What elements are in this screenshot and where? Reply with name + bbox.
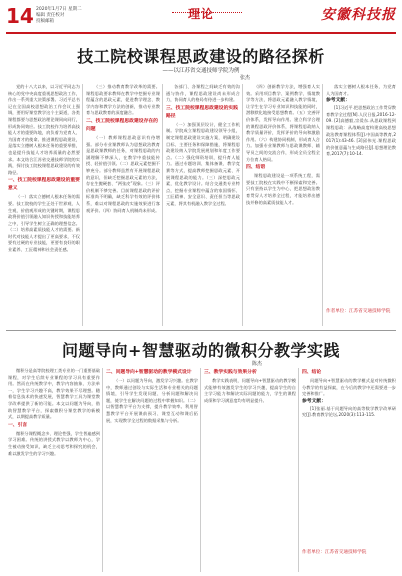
- article1-paragraph: 各部门、各课程之间缺乏有效的沟通与协作，课程思政建设尚未形成合力，协同育人的格局有待进一步构建。: [166, 84, 240, 103]
- section-label: 理论: [188, 7, 215, 21]
- article1-byline: 张杰: [240, 75, 251, 81]
- article2-heading-1: 一、引言: [8, 422, 28, 428]
- editor-line: 编辑 责任校对: [36, 13, 65, 18]
- column-rule: [162, 84, 163, 326]
- article2-column-4: [302, 368, 396, 546]
- article1-subtitle: ——以江苏省交通技师学院为例: [162, 68, 240, 74]
- article1-paragraph: 落实立德树人根本任务，为党育人为国育才。: [326, 84, 396, 96]
- article1-column-2: [86, 84, 160, 326]
- column-rule: [242, 84, 243, 326]
- article1-heading-2: 二、技工院校课程思政建设存在的问题: [86, 118, 158, 132]
- article2-paragraph: 问题导向+智慧驱动的教学模式是对传统微积分教学的有益探索，在今后的教学中还需要进一步完善和推广。: [302, 378, 396, 397]
- article2-column-3: [204, 368, 296, 572]
- issue-date: 2020年1月7日 星期二: [36, 7, 82, 12]
- article1-paragraph: （三）推动教育教学改革的需要。课程思政要求教师在教学中挖掘专业课程蕴含的思政元素，促进教学理念、教学内容和教学方法的创新，推动专业教育与思政教育的深度融合。: [86, 84, 160, 116]
- article1-paragraph: （一）加强顶层设计，健全工作机制。学院成立课程思政建设领导小组，制定课程思政建设实施方案，明确建设目标、主要任务和保障措施，将课程思政建设纳入学院发展规划和年度工作要点。（二）强化师资培训，提升育人能力。通过专题培训、集体备课、教学竞赛等方式，提高教师挖掘思政元素、开展课程思政的能力。（三）深挖思政元素，优化教学设计。结合交通类专业特点，挖掘专业课程中蕴含的家国情怀、工匠精神、安全意识、责任担当等思政元素，将其有机融入教学全过程。: [166, 121, 240, 206]
- article2-author-note: 作者单位：江苏省交通技师学院: [302, 550, 367, 555]
- article2-heading-3: 三、教学实践与效果分析: [204, 370, 257, 375]
- newspaper-title: 安徽科技报: [321, 7, 396, 23]
- article1-column-3: [166, 84, 240, 326]
- article1-author-note: 作者单位：江苏省交通技师学院: [326, 309, 391, 314]
- article1-column-1: [8, 84, 80, 326]
- article1-paragraph: 党的十八大以来，以习近平同志为核心的党中央高度重视思想政治工作，作出一系列重大决策部署。习近平总书记在全国高校思想政治工作会议上强调，要用好课堂教学这个主渠道，各类课程都要与思想政治理论课同向同行，形成协同效应。技工院校作为培养高技能人才的重要阵地，肩负着为党育人、为国育才的使命。推进课程思政建设，是落实立德树人根本任务的重要举措，也是提升技能人才培养质量的必然要求。本文结合江苏省交通技师学院的实践，探讨技工院校课程思政建设的有效路径。: [8, 84, 80, 175]
- article2-paragraph: 微积分是高等院校理工类专业的一门重要基础课程，对学生后续专业课程的学习具有重要作用。然而在传统教学中，教学内容抽象、方法单一，学生学习兴趣不高，教学效果不尽理想。随着信息技术的快速发展，智慧教学工具为课堂教学改革提供了新的可能。本文以问题为导向，借助智慧教学平台，探索微积分课堂教学的新模式，以期提高教学质量。: [8, 368, 100, 420]
- article-divider: [6, 330, 396, 331]
- article2-paragraph: （一）以问题为导向，激发学习兴趣。在教学中，教师通过创设与实际生活和专业相关的问题情境，引导学生发现问题、分析问题和解决问题，使学生在解决问题的过程中掌握知识。（二）以智慧教学平台为支撑，提升教学效率。利用智慧教学平台开展课前预习、课堂互动和课后拓展，实现教学全过程的数据采集与分析。: [106, 378, 198, 423]
- column-rule: [200, 368, 201, 572]
- article2-references-heading: 参考文献：: [302, 398, 326, 404]
- article1-column-4: [246, 84, 320, 326]
- issue-meta: [36, 7, 106, 25]
- article2-title: 问题导向+智慧驱动的微积分教学实践: [62, 341, 340, 360]
- article2-column-2: [106, 368, 198, 572]
- masthead: [6, 2, 396, 34]
- article2-paragraph: 教学实践表明，问题导向+智慧驱动的教学模式能够有效激发学生的学习兴趣，提高学生的自主学习能力和解决实际问题的能力，学生的课程成绩和学习满意度均有明显提升。: [204, 378, 296, 403]
- page-number: 14: [6, 4, 34, 28]
- article1-heading-4: 四、结语: [246, 165, 266, 171]
- article2-heading-2: 二、问题导向+智慧驱动的教学模式设计: [106, 370, 192, 375]
- article2-paragraph: 微积分课程概念多、理论性强，学生普遍感到学习困难。传统的讲授式教学以教师为中心，学生被动接受知识，缺乏主动思考和探究的机会，难以激发学生的学习兴趣。: [8, 430, 100, 456]
- article1-references: [1]习近平.把思想政治工作贯穿教育教学全过程[N].人民日报,2016-12-09. [2]高德毅,宗爱东.从思政课程到课程思政：从战略高度构建高校思想政治教育课程体系[J].中国高等教育,2017(1):43-46. [3]邱伟光.课程思政的价值意蕴与生成路径[J].思想理论教育,2017(7):10-14.: [326, 105, 396, 157]
- article1-heading-1: 一、技工院校课程思政建设的重要意义: [8, 178, 80, 192]
- article1-references-heading: 参考文献：: [326, 98, 350, 104]
- article1-paragraph: （一）落实立德树人根本任务的需要。技工院校的学生正处于世界观、人生观、价值观形成的关键时期，课程思政将价值引领融入知识传授和技能培养之中，引导学生树立正确的理想信念。（二）培养高素质技能人才的需要。新时代对技能人才提出了更高要求，不仅要有过硬的专业技能，更要有良好的职业素养、工匠精神和社会责任感。: [8, 194, 80, 253]
- column-rule: [102, 368, 103, 572]
- article2-byline: 陈杰: [252, 361, 263, 367]
- article1-paragraph: 课程思政建设是一项系统工程，需要技工院校在实践中不断探索和完善。只有坚持以学生为中心，把思想政治教育贯穿人才培养全过程，才能培养出德技并修的高素质技能人才。: [246, 173, 320, 205]
- article2-heading-4: 四、结论: [302, 370, 322, 375]
- article1-heading-3: 三、技工院校课程思政建设的实践路径: [166, 105, 238, 119]
- article1-column-5: [326, 84, 396, 304]
- column-rule: [82, 84, 83, 326]
- article1-paragraph: （一）教师课程思政意识有待增强。部分专业课教师认为思想政治教育是思政课教师的任务，对课程思政的内涵理解不够深入，在教学中重技能传授、轻价值引领。（二）思政元素挖掘不够充分。部分教师虽然有开展课程思政的意识，但缺乏挖掘思政元素的方法，存在生搬硬套、“两张皮”现象。（三）评价机制不够完善。目前课程思政的评价标准尚不明确，缺乏科学有效的评价体系，难以对课程思政的实施效果进行客观评价。（四）协同育人机制尚未形成。: [86, 134, 160, 213]
- email-line: 投稿邮箱: [36, 19, 54, 24]
- column-rule: [298, 368, 299, 572]
- article2-column-1: [8, 368, 100, 572]
- article2-references: [1]张丽.基于问题导向的高等数学教学改革研究[J].教育教学论坛,2020(3):113-115.: [302, 405, 396, 418]
- article1-title: 技工院校课程思政建设的路径探析: [77, 47, 325, 66]
- article1-paragraph: （四）创新教学方法，增强育人实效。采用项目教学、案例教学、情境教学等方法，将思政元素融入教学情境，让学生在学习专业知识和技能的同时，潜移默化地接受思想教育。（五）完善评价体系，发挥导向作用。建立科学合理的课程思政评价体系，将课程思政纳入教学质量评价，发挥评价的导向和激励作用。（六）构建协同机制，形成育人合力。加强专业课教师与思政课教师、辅导员之间的交流合作，形成全员全程全方位育人格局。: [246, 84, 320, 162]
- column-rule: [322, 84, 323, 326]
